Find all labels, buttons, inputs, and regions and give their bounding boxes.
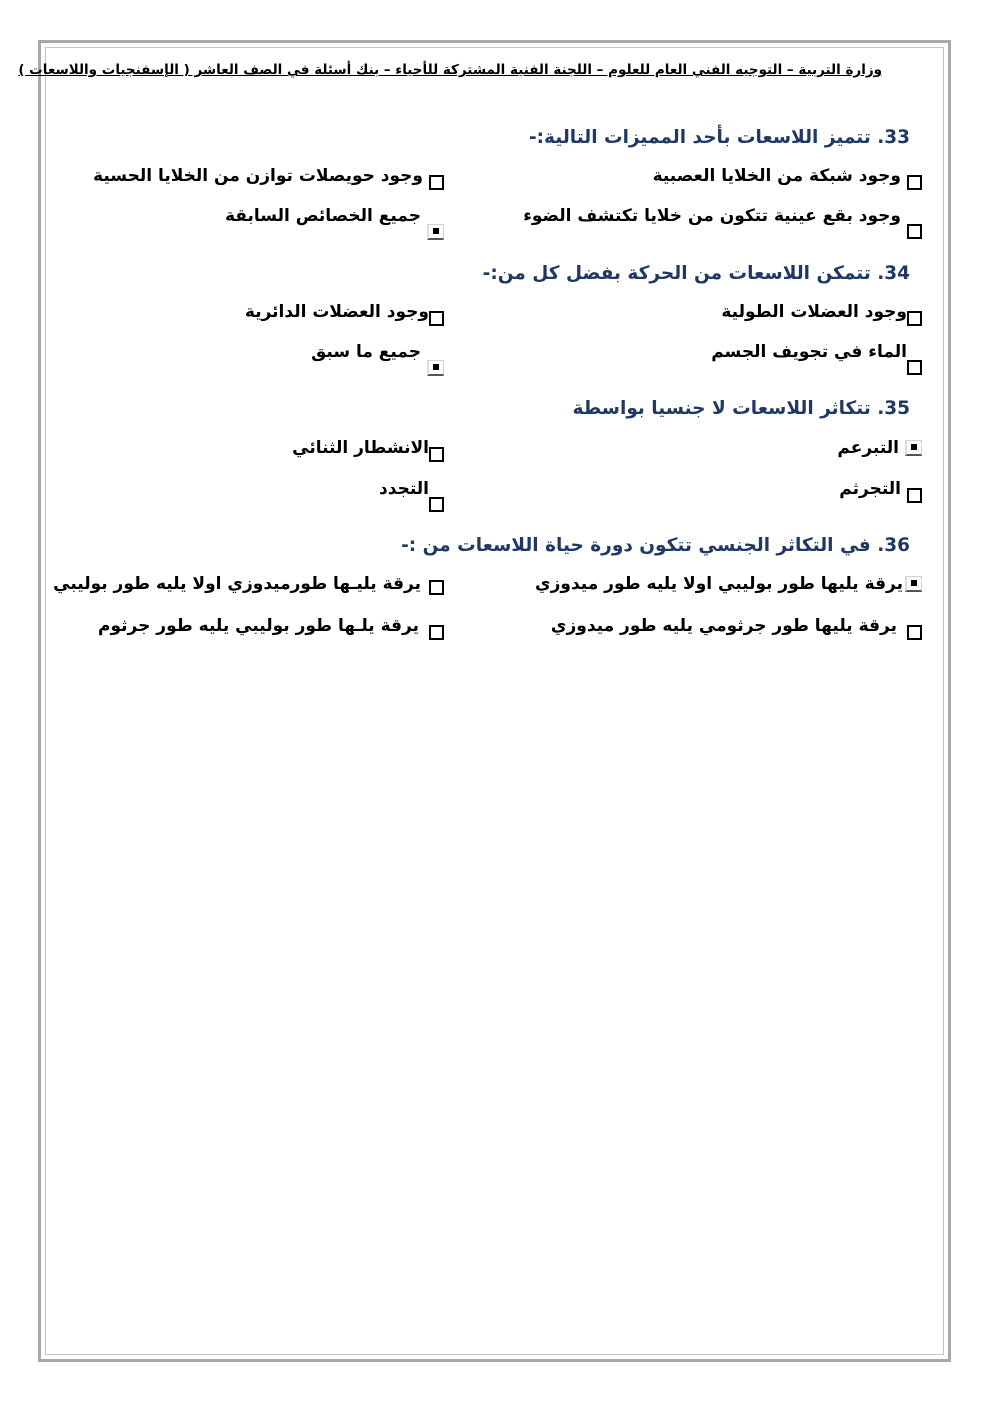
q33-option-1[interactable] xyxy=(653,166,922,190)
option-label: وجود بقع عينية تتكون من خلايا تكتشف الضوء xyxy=(523,206,901,226)
option-label: يرقة يليها طور بوليبي اولا يليه طور ميدوزي xyxy=(535,574,903,594)
checkbox-icon[interactable] xyxy=(429,175,444,190)
option-label: التجدد xyxy=(379,479,429,499)
q35-option-2[interactable] xyxy=(292,438,444,462)
checkbox-icon[interactable] xyxy=(907,625,922,640)
page-border-inner xyxy=(18,47,944,1355)
q35-option-1[interactable] xyxy=(837,438,922,458)
option-label: الانشطار الثنائي xyxy=(292,438,429,458)
option-label: التبرعم xyxy=(837,438,899,458)
q33-option-2[interactable] xyxy=(93,166,444,190)
checkbox-checked-icon[interactable] xyxy=(427,360,444,376)
q35-option-4[interactable] xyxy=(379,479,444,512)
checkbox-icon[interactable] xyxy=(429,497,444,512)
option-label: التجرثم xyxy=(839,479,901,499)
checkbox-checked-icon[interactable] xyxy=(427,224,444,240)
option-label: يرقة يليـها طورميدوزي اولا يليه طور بوليبي xyxy=(53,574,421,594)
q33-option-3[interactable] xyxy=(523,206,922,239)
checkbox-icon[interactable] xyxy=(429,447,444,462)
q36-option-2[interactable] xyxy=(53,574,444,595)
option-label: وجود العضلات الدائرية xyxy=(244,302,429,322)
question-33-title: 33. تتميز اللاسعات بأحد المميزات التالية:- xyxy=(528,127,910,148)
question-35-title: 35. تتكاثر اللاسعات لا جنسيا بواسطة xyxy=(572,398,910,419)
q36-option-4[interactable] xyxy=(98,616,444,640)
q36-option-1[interactable] xyxy=(535,574,922,594)
checkbox-checked-icon[interactable] xyxy=(905,576,922,592)
checkbox-checked-icon[interactable] xyxy=(905,440,922,456)
checkbox-icon[interactable] xyxy=(429,311,444,326)
q34-option-1[interactable] xyxy=(721,302,922,326)
checkbox-icon[interactable] xyxy=(429,625,444,640)
q34-option-4[interactable] xyxy=(311,342,444,376)
q34-option-2[interactable] xyxy=(245,302,444,326)
option-label: وجود شبكة من الخلايا العصبية xyxy=(652,166,901,186)
checkbox-icon[interactable] xyxy=(907,224,922,239)
q34-option-3[interactable] xyxy=(711,342,922,375)
option-label: جميع الخصائص السابقة xyxy=(224,206,421,226)
q33-option-4[interactable] xyxy=(225,206,444,240)
option-label: الماء في تجويف الجسم xyxy=(711,342,907,362)
option-label: جميع ما سبق xyxy=(311,342,421,362)
question-36-title: 36. في التكاثر الجنسي تتكون دورة حياة اللاسعات من :- xyxy=(401,535,910,556)
checkbox-icon[interactable] xyxy=(907,488,922,503)
checkbox-icon[interactable] xyxy=(907,175,922,190)
q36-option-3[interactable] xyxy=(551,616,922,640)
checkbox-icon[interactable] xyxy=(907,360,922,375)
option-label: يرقة يليها طور جرثومي يليه طور ميدوزي xyxy=(550,616,897,636)
option-label: وجود العضلات الطولية xyxy=(721,302,907,322)
q35-option-3[interactable] xyxy=(839,479,922,503)
page-header: وزارة التربية – التوجيه الفني العام للعلوم – اللجنة الفنية المشتركة للأحياء – بنك أسئلة في الصف العاشر ( الإسفنجيات واللاسعات ) xyxy=(18,62,882,78)
checkbox-icon[interactable] xyxy=(429,580,444,595)
option-label: وجود حويصلات توازن من الخلايا الحسية xyxy=(93,166,423,186)
question-34-title: 34. تتمكن اللاسعات من الحركة بفضل كل من:- xyxy=(482,263,910,284)
option-label: يرقة يلـها طور بوليبي يليه طور جرثوم xyxy=(98,616,419,636)
checkbox-icon[interactable] xyxy=(907,311,922,326)
